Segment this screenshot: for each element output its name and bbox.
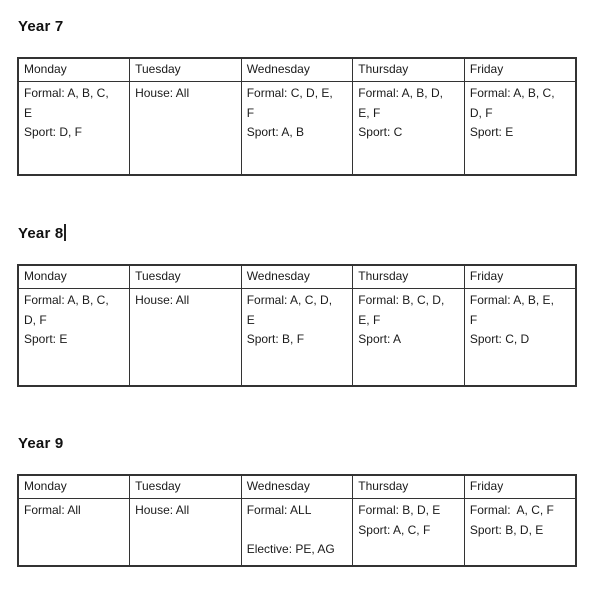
day-header-monday[interactable]: Monday (18, 475, 130, 499)
cell-line: Formal: B, D, E (358, 503, 441, 517)
day-header-wednesday[interactable]: Wednesday (241, 265, 353, 289)
day-header-thursday[interactable]: Thursday (353, 58, 465, 82)
year-9-title-text: Year 9 (18, 435, 64, 452)
cell-line: Sport: C (358, 125, 403, 139)
cell-line: Sport: E (469, 125, 514, 139)
year-8-tuesday-cell[interactable] (130, 289, 242, 387)
year-9-timetable (17, 474, 577, 567)
cell-line: Sport: C, D (469, 332, 530, 346)
cell-line (135, 123, 237, 143)
cell-line: Sport: E (24, 332, 68, 346)
year-9-thursday-cell[interactable] (353, 499, 465, 567)
cell-line (24, 540, 125, 560)
cell-line: Formal: A, B, C, (24, 86, 109, 100)
day-header-tuesday[interactable]: Tuesday (130, 265, 242, 289)
year-8-schedule-row (18, 289, 576, 387)
cell-line: D, F (469, 105, 493, 120)
day-header-thursday[interactable]: Thursday (353, 475, 465, 499)
year-7-wednesday-cell[interactable] (241, 82, 353, 176)
year-9-section (17, 435, 600, 567)
cell-line (135, 104, 237, 124)
year-9-wednesday-cell[interactable] (241, 499, 353, 567)
year-8-thursday-cell[interactable] (353, 289, 465, 387)
cell-line: E, F (358, 105, 381, 120)
day-header-monday[interactable]: Monday (18, 265, 130, 289)
cell-line: Sport: A, B (246, 125, 305, 139)
year-9-header-row (18, 475, 576, 499)
cell-line: Sport: A (358, 332, 401, 346)
cell-line: Sport: B, D, E (469, 522, 544, 537)
cell-line: Formal: A, C, F (469, 503, 554, 517)
cell-line: Elective: PE, AG (246, 542, 335, 556)
cell-line: Sport: A, C, F (358, 522, 431, 537)
year-8-title-text: Year 8 (18, 225, 64, 242)
year-8-title[interactable] (18, 224, 600, 243)
cell-line (135, 311, 237, 331)
cell-line: Formal: A, B, E, (469, 293, 554, 307)
cell-line: Formal: A, B, C, (24, 293, 109, 307)
day-header-friday[interactable]: Friday (464, 475, 576, 499)
day-header-monday[interactable]: Monday (18, 58, 130, 82)
year-7-title[interactable] (18, 18, 600, 36)
year-8-wednesday-cell[interactable] (241, 289, 353, 387)
cell-line (135, 521, 237, 541)
day-header-friday[interactable]: Friday (464, 265, 576, 289)
cell-line: E (24, 105, 33, 120)
year-9-monday-cell[interactable] (18, 499, 130, 567)
year-7-thursday-cell[interactable] (353, 82, 465, 176)
cell-line: Formal: ALL (246, 503, 312, 517)
cell-line: Formal: All (24, 503, 81, 517)
cell-line (470, 540, 571, 560)
cell-line: Formal: A, B, D, (358, 86, 443, 100)
year-8-section (17, 224, 600, 387)
year-8-timetable (17, 264, 577, 387)
year-7-schedule-row (18, 82, 576, 176)
cell-line: E (246, 312, 255, 327)
cell-line: House: All (135, 293, 190, 307)
cell-line: F (246, 105, 255, 120)
day-header-wednesday[interactable]: Wednesday (241, 475, 353, 499)
year-7-friday-cell[interactable] (464, 82, 576, 176)
cell-line: Sport: D, F (24, 125, 83, 139)
day-header-wednesday[interactable]: Wednesday (241, 58, 353, 82)
day-header-thursday[interactable]: Thursday (353, 265, 465, 289)
cell-line: Sport: B, F (246, 332, 305, 346)
cell-line: D, F (24, 312, 47, 327)
cell-line (247, 521, 349, 541)
year-7-timetable (17, 57, 577, 176)
cell-line: Formal: C, D, E, (246, 86, 333, 100)
year-8-friday-cell[interactable] (464, 289, 576, 387)
day-header-tuesday[interactable]: Tuesday (130, 58, 242, 82)
year-9-schedule-row (18, 499, 576, 567)
cell-line (24, 521, 125, 541)
cell-line: F (469, 312, 478, 327)
year-7-monday-cell[interactable] (18, 82, 130, 176)
cell-line: E, F (358, 312, 381, 327)
cell-line (135, 540, 237, 560)
year-8-header-row (18, 265, 576, 289)
text-cursor-caret (64, 224, 66, 241)
cell-line: Formal: A, B, C, (469, 86, 555, 100)
day-header-friday[interactable]: Friday (464, 58, 576, 82)
cell-line: Formal: A, C, D, (246, 293, 333, 307)
year-7-section (17, 18, 600, 176)
year-7-title-text: Year 7 (18, 18, 64, 35)
cell-line: Formal: B, C, D, (358, 293, 445, 307)
year-7-tuesday-cell[interactable] (130, 82, 242, 176)
cell-line: House: All (135, 503, 190, 517)
day-header-tuesday[interactable]: Tuesday (130, 475, 242, 499)
year-9-friday-cell[interactable] (464, 499, 576, 567)
cell-line: House: All (135, 86, 190, 100)
cell-line (135, 330, 237, 350)
year-9-tuesday-cell[interactable] (130, 499, 242, 567)
year-9-title[interactable] (18, 435, 600, 453)
cell-line (358, 540, 460, 560)
year-7-header-row (18, 58, 576, 82)
year-8-monday-cell[interactable] (18, 289, 130, 387)
